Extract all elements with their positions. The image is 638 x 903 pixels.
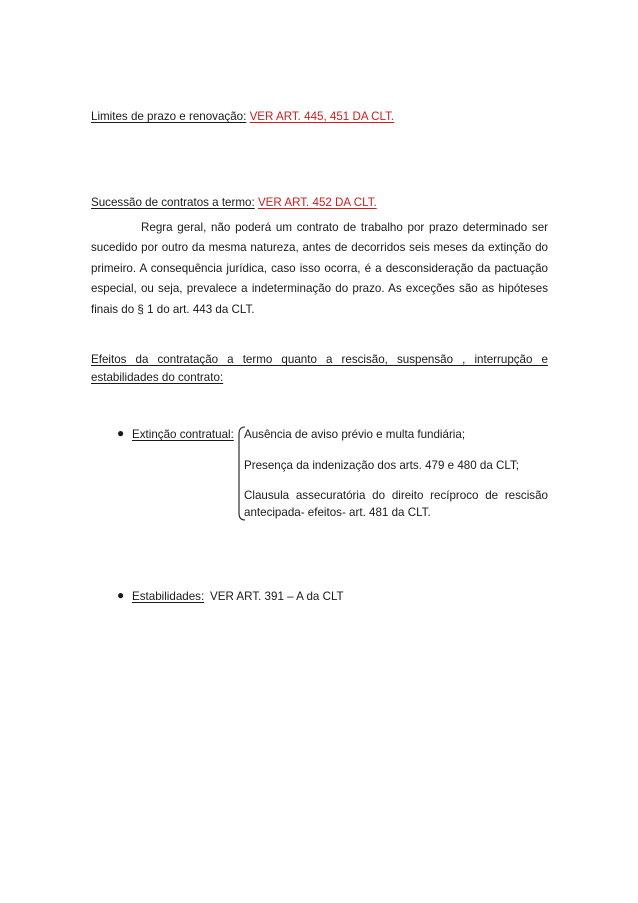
extincao-item: Ausência de aviso prévio e multa fundiária; [244,428,466,441]
law-reference: VER ART. 445, 451 DA CLT. [249,110,395,123]
heading-line-2: estabilidades do contrato: [91,371,224,384]
heading-prazo-renovacao [91,110,548,123]
bullet-icon: ● [117,588,125,602]
law-reference: VER ART. 452 DA CLT. [257,196,377,209]
extincao-item: Clausula assecuratória do direito recíproco de rescisão antecipada- efeitos- art. 481 da CLT. [244,489,548,519]
paragraph-regra-geral: Regra geral, não poderá um contrato de trabalho por prazo determinado ser sucedido por outro da mesma natureza, antes de decorridos seis meses da extinção do primeiro. A consequência jurídica, caso isso ocorra, é a desconsideração da pactuação especial, ou seja, prevalece a indeterminação do prazo. As exceções são as hipóteses finais do § 1 do art. 443 da CLT. [91,221,548,316]
heading-sucessao-contratos [91,196,548,209]
extincao-label: Extinção contratual: [132,428,234,441]
heading-label: Sucessão de contratos a termo: [91,196,255,209]
estabilidades-reference: VER ART. 391 – A da CLT [210,590,344,603]
bullet-icon: ● [117,426,125,440]
heading-label: Limites de prazo e renovação: [91,110,247,123]
extincao-item: Presença da indenização dos arts. 479 e 480 da CLT; [244,459,519,472]
estabilidades-label: Estabilidades: [132,590,205,603]
heading-line-1: Efeitos da contratação a termo quanto a rescisão, suspensão , interrupção e [91,353,548,366]
heading-efeitos-contratacao [91,351,548,387]
